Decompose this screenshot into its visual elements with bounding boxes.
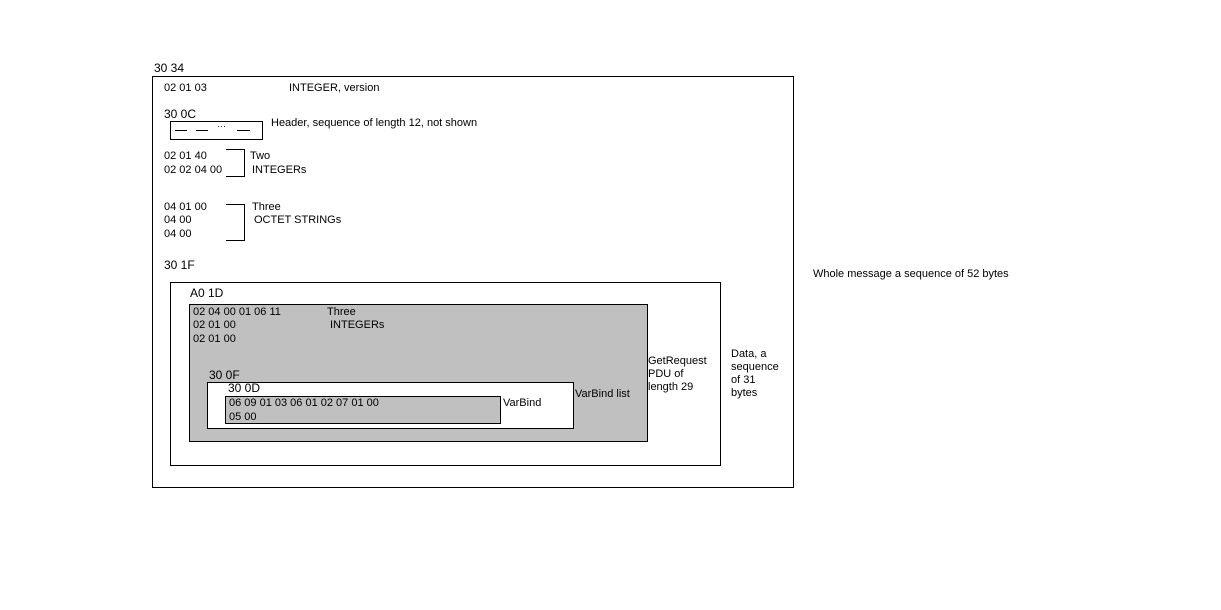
integer-line-2: 02 02 04 00 xyxy=(164,164,223,176)
header-dash-1 xyxy=(175,130,187,131)
pdu-line-2: 02 01 00 xyxy=(193,319,236,331)
pdu-line-3: 02 01 00 xyxy=(193,333,236,345)
integers-label-2: INTEGERs xyxy=(252,164,307,176)
header-dash-2 xyxy=(196,130,208,131)
pdu-label: GetRequest PDU of length 29 xyxy=(648,355,707,393)
pdu-line-1: 02 04 00 01 06 11 xyxy=(193,306,281,318)
octet-line-1: 04 01 00 xyxy=(164,201,207,213)
header-box xyxy=(170,121,263,140)
varbind-label: VarBind xyxy=(503,397,542,409)
version-label: INTEGER, version xyxy=(289,82,380,94)
octets-bracket xyxy=(226,204,245,241)
varbind-list-tag: 30 0F xyxy=(209,368,240,382)
pdu-tag: A0 1D xyxy=(190,286,224,300)
header-ellipsis: ··· xyxy=(217,121,226,131)
data-label: Data, a sequence of 31 bytes xyxy=(731,348,779,399)
octet-line-3: 04 00 xyxy=(164,228,192,240)
pdu-ints-label-1: Three xyxy=(327,306,356,318)
octets-label-2: OCTET STRINGs xyxy=(254,214,342,226)
version-bytes: 02 01 03 xyxy=(164,82,207,94)
varbind-list-label: VarBind list xyxy=(575,388,630,400)
integers-bracket xyxy=(226,149,245,177)
integers-label-1: Two xyxy=(250,150,271,162)
header-dash-3 xyxy=(237,130,250,131)
varbind-line-2: 05 00 xyxy=(229,411,257,423)
integer-line-1: 02 01 40 xyxy=(164,150,207,162)
header-tag: 30 0C xyxy=(164,107,197,121)
header-label: Header, sequence of length 12, not shown xyxy=(271,117,478,129)
varbind-tag: 30 0D xyxy=(228,381,261,395)
octet-line-2: 04 00 xyxy=(164,214,192,226)
octets-label-1: Three xyxy=(252,201,281,213)
message-tag: 30 34 xyxy=(154,61,185,75)
message-summary: Whole message a sequence of 52 bytes xyxy=(813,268,1009,280)
varbind-line-1: 06 09 01 03 06 01 02 07 01 00 xyxy=(229,397,379,409)
data-tag: 30 1F xyxy=(164,258,195,272)
pdu-ints-label-2: INTEGERs xyxy=(330,319,385,331)
